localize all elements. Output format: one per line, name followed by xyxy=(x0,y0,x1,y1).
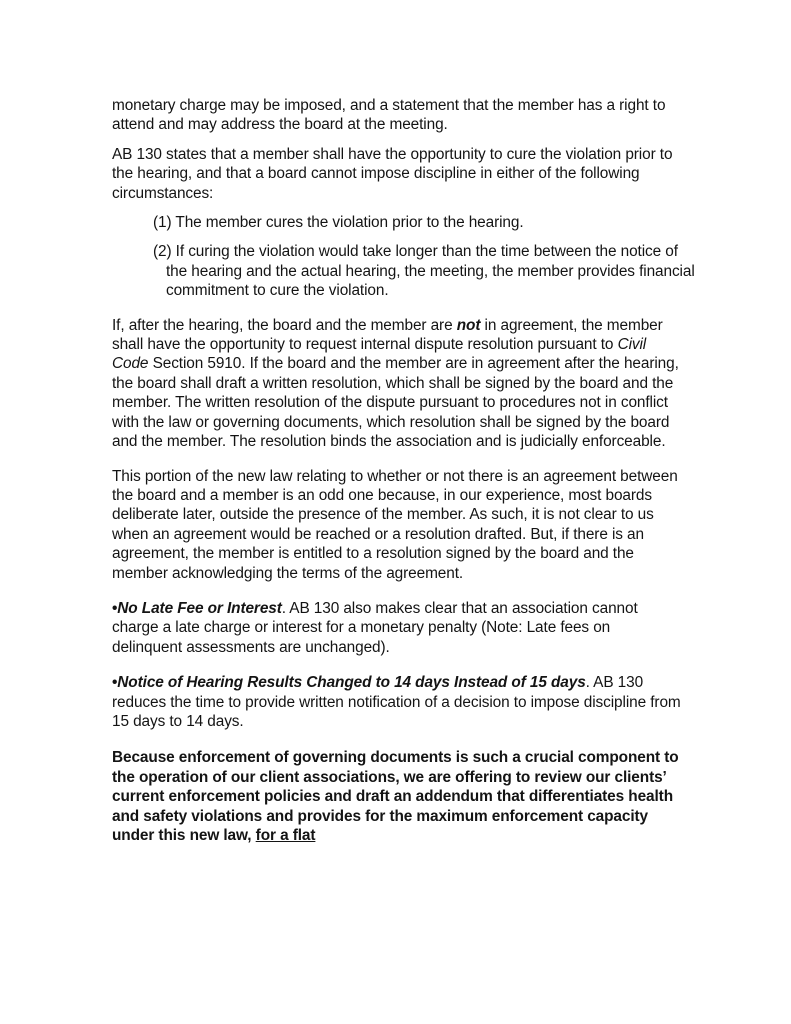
offer-text: Because enforcement of governing documents is such a crucial component to the operation of our client associations, we are offering to review our clients’ current enforcement policies and draft an addendum that differentiates health and safety violations and provides for the maximum enforcement capacity under this new law, xyxy=(112,749,679,844)
paragraph-text: monetary charge may be imposed, and a statement that the member has a right to attend and may address the board at the meeting. xyxy=(112,97,666,134)
bullet-heading: Notice of Hearing Results Changed to 14 days Instead of 15 days xyxy=(117,674,586,692)
bullet-icon: • xyxy=(112,674,118,692)
paragraph-text: This portion of the new law relating to whether or not there is an agreement between the board and a member is an odd one because, in our experience, most boards deliberate later, outside the presence of the member. As such, it is not clear to us when an agreement would be reached or a resolution drafted. But, if there is an agreement, the member is entitled to a resolution signed by the board and the member acknowledging the terms of the agreement. xyxy=(112,467,678,582)
bullet-heading: No Late Fee or Interest xyxy=(117,599,282,617)
paragraph-new-law-commentary xyxy=(112,467,682,583)
emphasis-not: not xyxy=(456,316,481,334)
list-item-text: (1) The member cures the violation prior to the hearing. xyxy=(153,214,524,232)
document-body xyxy=(112,96,695,845)
bullet-item-no-late-fee xyxy=(112,599,682,657)
paragraph-ab130-states xyxy=(112,145,682,203)
citation-civil-code: Civil Code xyxy=(112,336,647,373)
paragraph-dispute-resolution xyxy=(112,316,682,452)
bullet-item-notice-of-hearing xyxy=(112,673,682,731)
bullet-body-text: . AB 130 reduces the time to provide written notification of a decision to impose discipline from 15 days to 14 days. xyxy=(112,674,681,730)
list-item-1 xyxy=(153,213,695,232)
paragraph-text-mid: in agreement, the member shall have the opportunity to request internal dispute resolution pursuant to xyxy=(112,316,663,354)
paragraph-monetary-charge xyxy=(112,96,682,135)
paragraph-offer-bold xyxy=(112,748,682,845)
paragraph-text-lead: If, after the hearing, the board and the member are xyxy=(112,316,457,334)
paragraph-text-tail: Section 5910. If the board and the member are in agreement after the hearing, the board shall draft a written resolution, which shall be signed by the board and the member. The written resolution of the dispute pursuant to procedures not in conflict with the law or governing documents, which resolution shall be signed by the board and the member. The resolution binds the association and is judicially enforceable. xyxy=(112,355,679,451)
paragraph-text: AB 130 states that a member shall have the opportunity to cure the violation prior to the hearing, and that a board cannot impose discipline in either of the following circumstances: xyxy=(112,145,673,202)
bullet-icon: • xyxy=(112,599,118,617)
bullet-body-text: . AB 130 also makes clear that an association cannot charge a late charge or interest for a monetary penalty (Note: Late fees on delinquent assessments are unchanged). xyxy=(112,599,638,656)
offer-text-underlined: for a flat xyxy=(255,827,316,844)
list-item-text: (2) If curing the violation would take longer than the time between the notice of the hearing and the actual hearing, the meeting, the member provides financial commitment to cure the violation. xyxy=(153,243,695,300)
list-item-2 xyxy=(153,242,695,300)
